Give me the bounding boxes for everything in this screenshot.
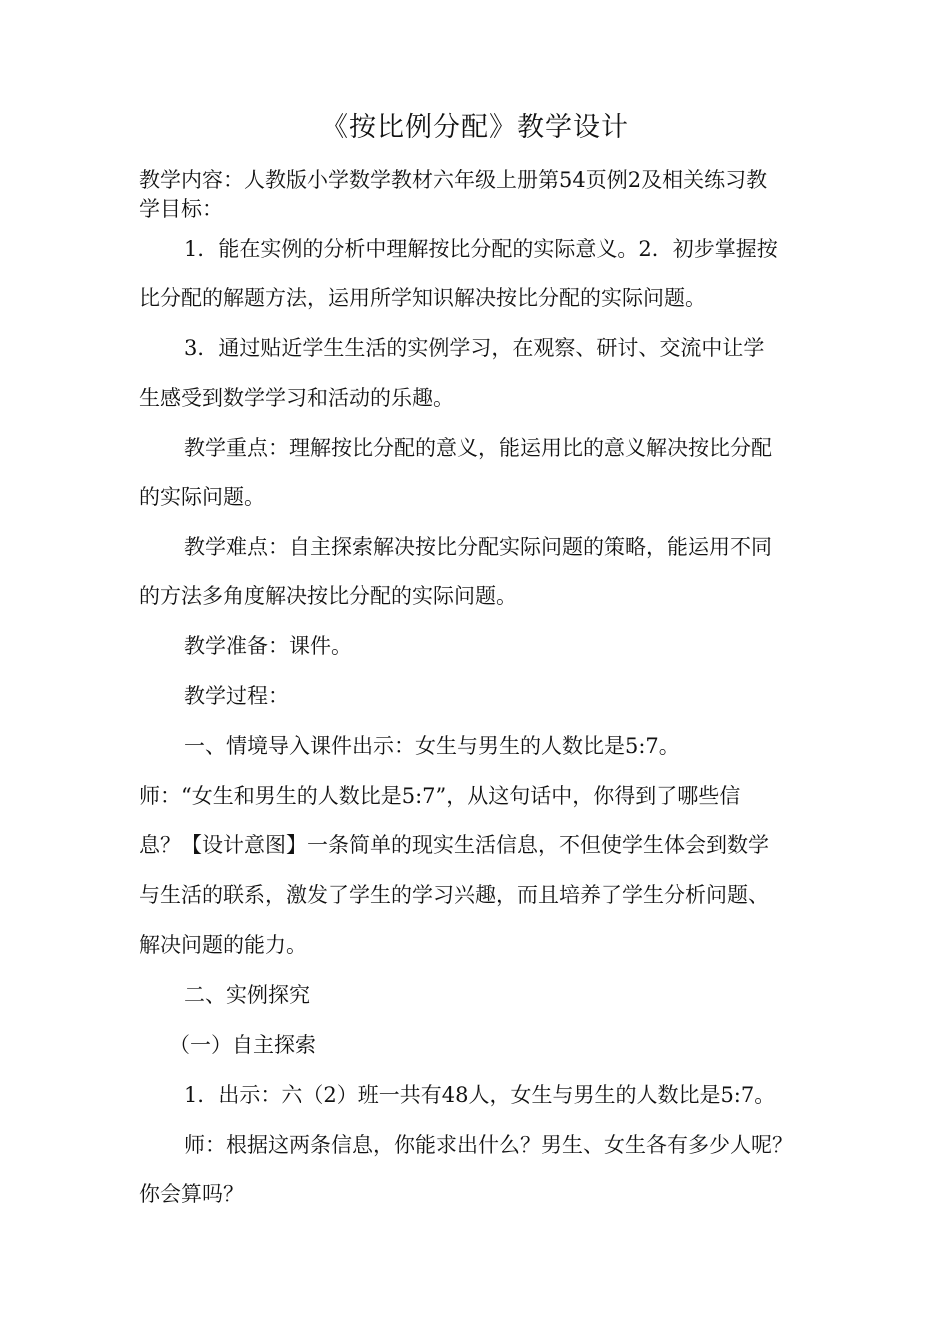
- difficulties-line: 教学难点：自主探索解决按比分配实际问题的策略，能运用不同: [184, 535, 772, 559]
- key-points-line: 教学重点：理解按比分配的意义，能运用比的意义解决按比分配: [184, 436, 772, 460]
- example-line: 1．出示：六（2）班一共有48人，女生与男生的人数比是5:7。: [184, 1083, 776, 1107]
- subsection-heading: （一）自主探索: [169, 1033, 316, 1057]
- teaching-content-line: 教学内容：人教版小学数学教材六年级上册第54页例2及相关练习教: [139, 168, 768, 192]
- section1-body-line: 解决问题的能力。: [139, 933, 307, 957]
- difficulties-line: 的方法多角度解决按比分配的实际问题。: [139, 584, 517, 608]
- teacher-question-line: 师：根据这两条信息，你能求出什么？男生、女生各有多少人呢？: [184, 1133, 793, 1157]
- goal-line: 3．通过贴近学生生活的实例学习，在观察、研讨、交流中让学: [184, 336, 765, 360]
- process-heading: 教学过程：: [184, 684, 289, 708]
- section1-body-line: 师：“女生和男生的人数比是5:7”，从这句话中，你得到了哪些信: [139, 784, 741, 808]
- goal-line: 1．能在实例的分析中理解按比分配的实际意义。2．初步掌握按: [184, 237, 778, 261]
- section1-body-line: 与生活的联系，激发了学生的学习兴趣，而且培养了学生分析问题、: [139, 883, 769, 907]
- teaching-content-paragraph: [139, 166, 819, 224]
- document-title: 《按比例分配》教学设计: [321, 112, 629, 143]
- section2-heading: 二、实例探究: [184, 983, 310, 1007]
- section1-heading: 一、情境导入课件出示：女生与男生的人数比是5:7。: [184, 734, 680, 758]
- teacher-question-line: 你会算吗？: [139, 1182, 244, 1206]
- goal-line: 生感受到数学学习和活动的乐趣。: [139, 386, 454, 410]
- section1-body-line: 息？【设计意图】一条简单的现实生活信息，不但使学生体会到数学: [139, 833, 769, 857]
- goal-line: 比分配的解题方法，运用所学知识解决按比分配的实际问题。: [139, 286, 706, 310]
- teaching-content-line: 学目标：: [139, 197, 223, 221]
- preparation-line: 教学准备：课件。: [184, 634, 352, 658]
- key-points-line: 的实际问题。: [139, 485, 265, 509]
